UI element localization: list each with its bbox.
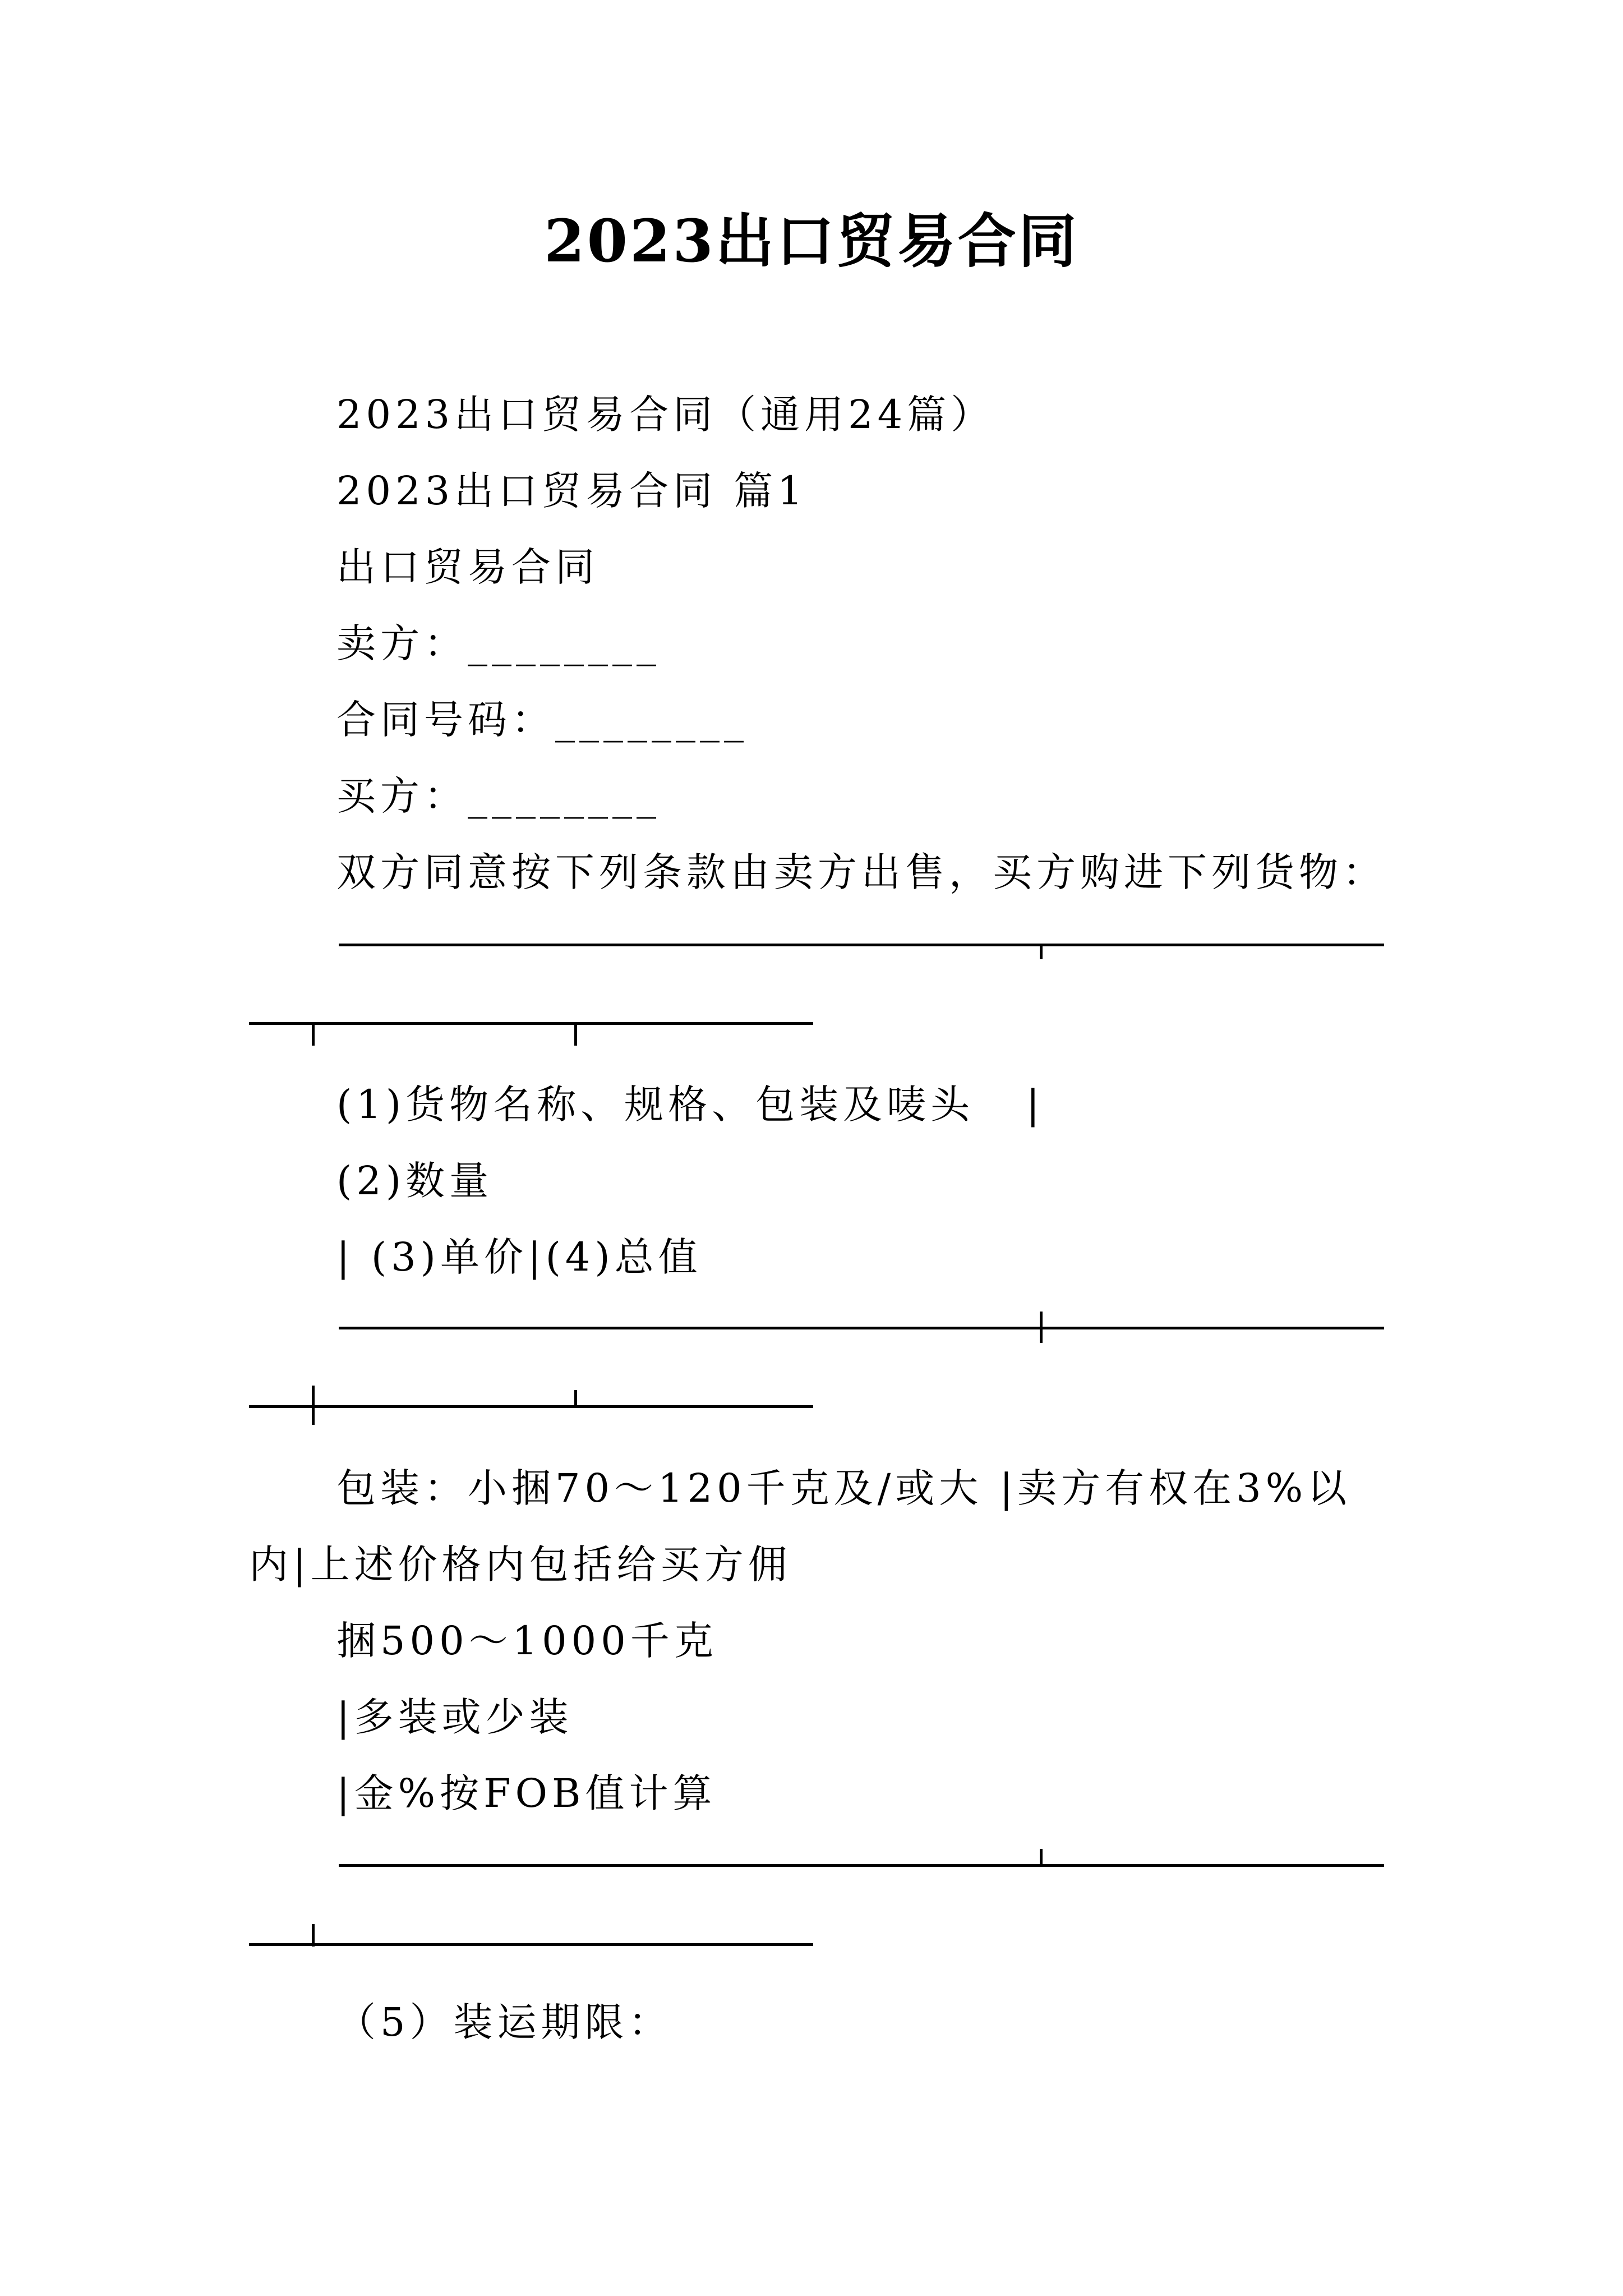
table-rule-tick — [1040, 1849, 1043, 1866]
agreement-line: 双方同意按下列条款由卖方出售，买方购进下列货物： — [336, 849, 1386, 895]
document-title: 2023出口贸易合同 — [544, 206, 1079, 275]
table-rule-tick — [1040, 1312, 1043, 1343]
table-rule-tick — [312, 1924, 315, 1947]
table-rule-top — [339, 944, 1384, 946]
document-subtitle: 2023出口贸易合同（通用24篇） — [336, 392, 995, 438]
table-rule-tick — [312, 1386, 315, 1425]
column-separator: | — [1026, 1082, 1044, 1128]
more-less-line: |多装或少装 — [336, 1694, 573, 1740]
fob-line: |金%按FOB值计算 — [336, 1770, 717, 1816]
table-rule-middle — [339, 1327, 1384, 1329]
commission-line: 内|上述价格内包括给买方佣 — [249, 1542, 792, 1588]
packing-line: 包装：小捆70～120千克及/或大 |卖方有权在3%以 — [336, 1465, 1352, 1511]
table-rule-tick — [574, 1022, 577, 1046]
section-heading: 2023出口贸易合同 篇1 — [336, 468, 807, 514]
bundle-line: 捆500～1000千克 — [336, 1618, 718, 1664]
contract-name: 出口贸易合同 — [336, 544, 599, 590]
table-rule-top-continuation — [249, 1022, 813, 1025]
column-header-goods: (1)货物名称、规格、包装及唛头 — [336, 1082, 975, 1128]
table-rule-tick — [1040, 944, 1043, 959]
table-rule-tick — [574, 1390, 577, 1407]
table-rule-middle-continuation — [249, 1405, 813, 1408]
column-header-price-total: | (3)单价|(4)总值 — [336, 1234, 702, 1280]
table-rule-bottom — [339, 1864, 1384, 1867]
contract-number-line: 合同号码：________ — [336, 697, 748, 743]
table-rule-tick — [312, 1022, 315, 1046]
shipment-line: （5）装运期限： — [336, 1999, 672, 2045]
column-header-quantity: (2)数量 — [336, 1158, 494, 1204]
buyer-line: 买方：________ — [336, 773, 661, 819]
seller-line: 卖方：________ — [336, 620, 661, 666]
table-rule-bottom-continuation — [249, 1943, 813, 1946]
